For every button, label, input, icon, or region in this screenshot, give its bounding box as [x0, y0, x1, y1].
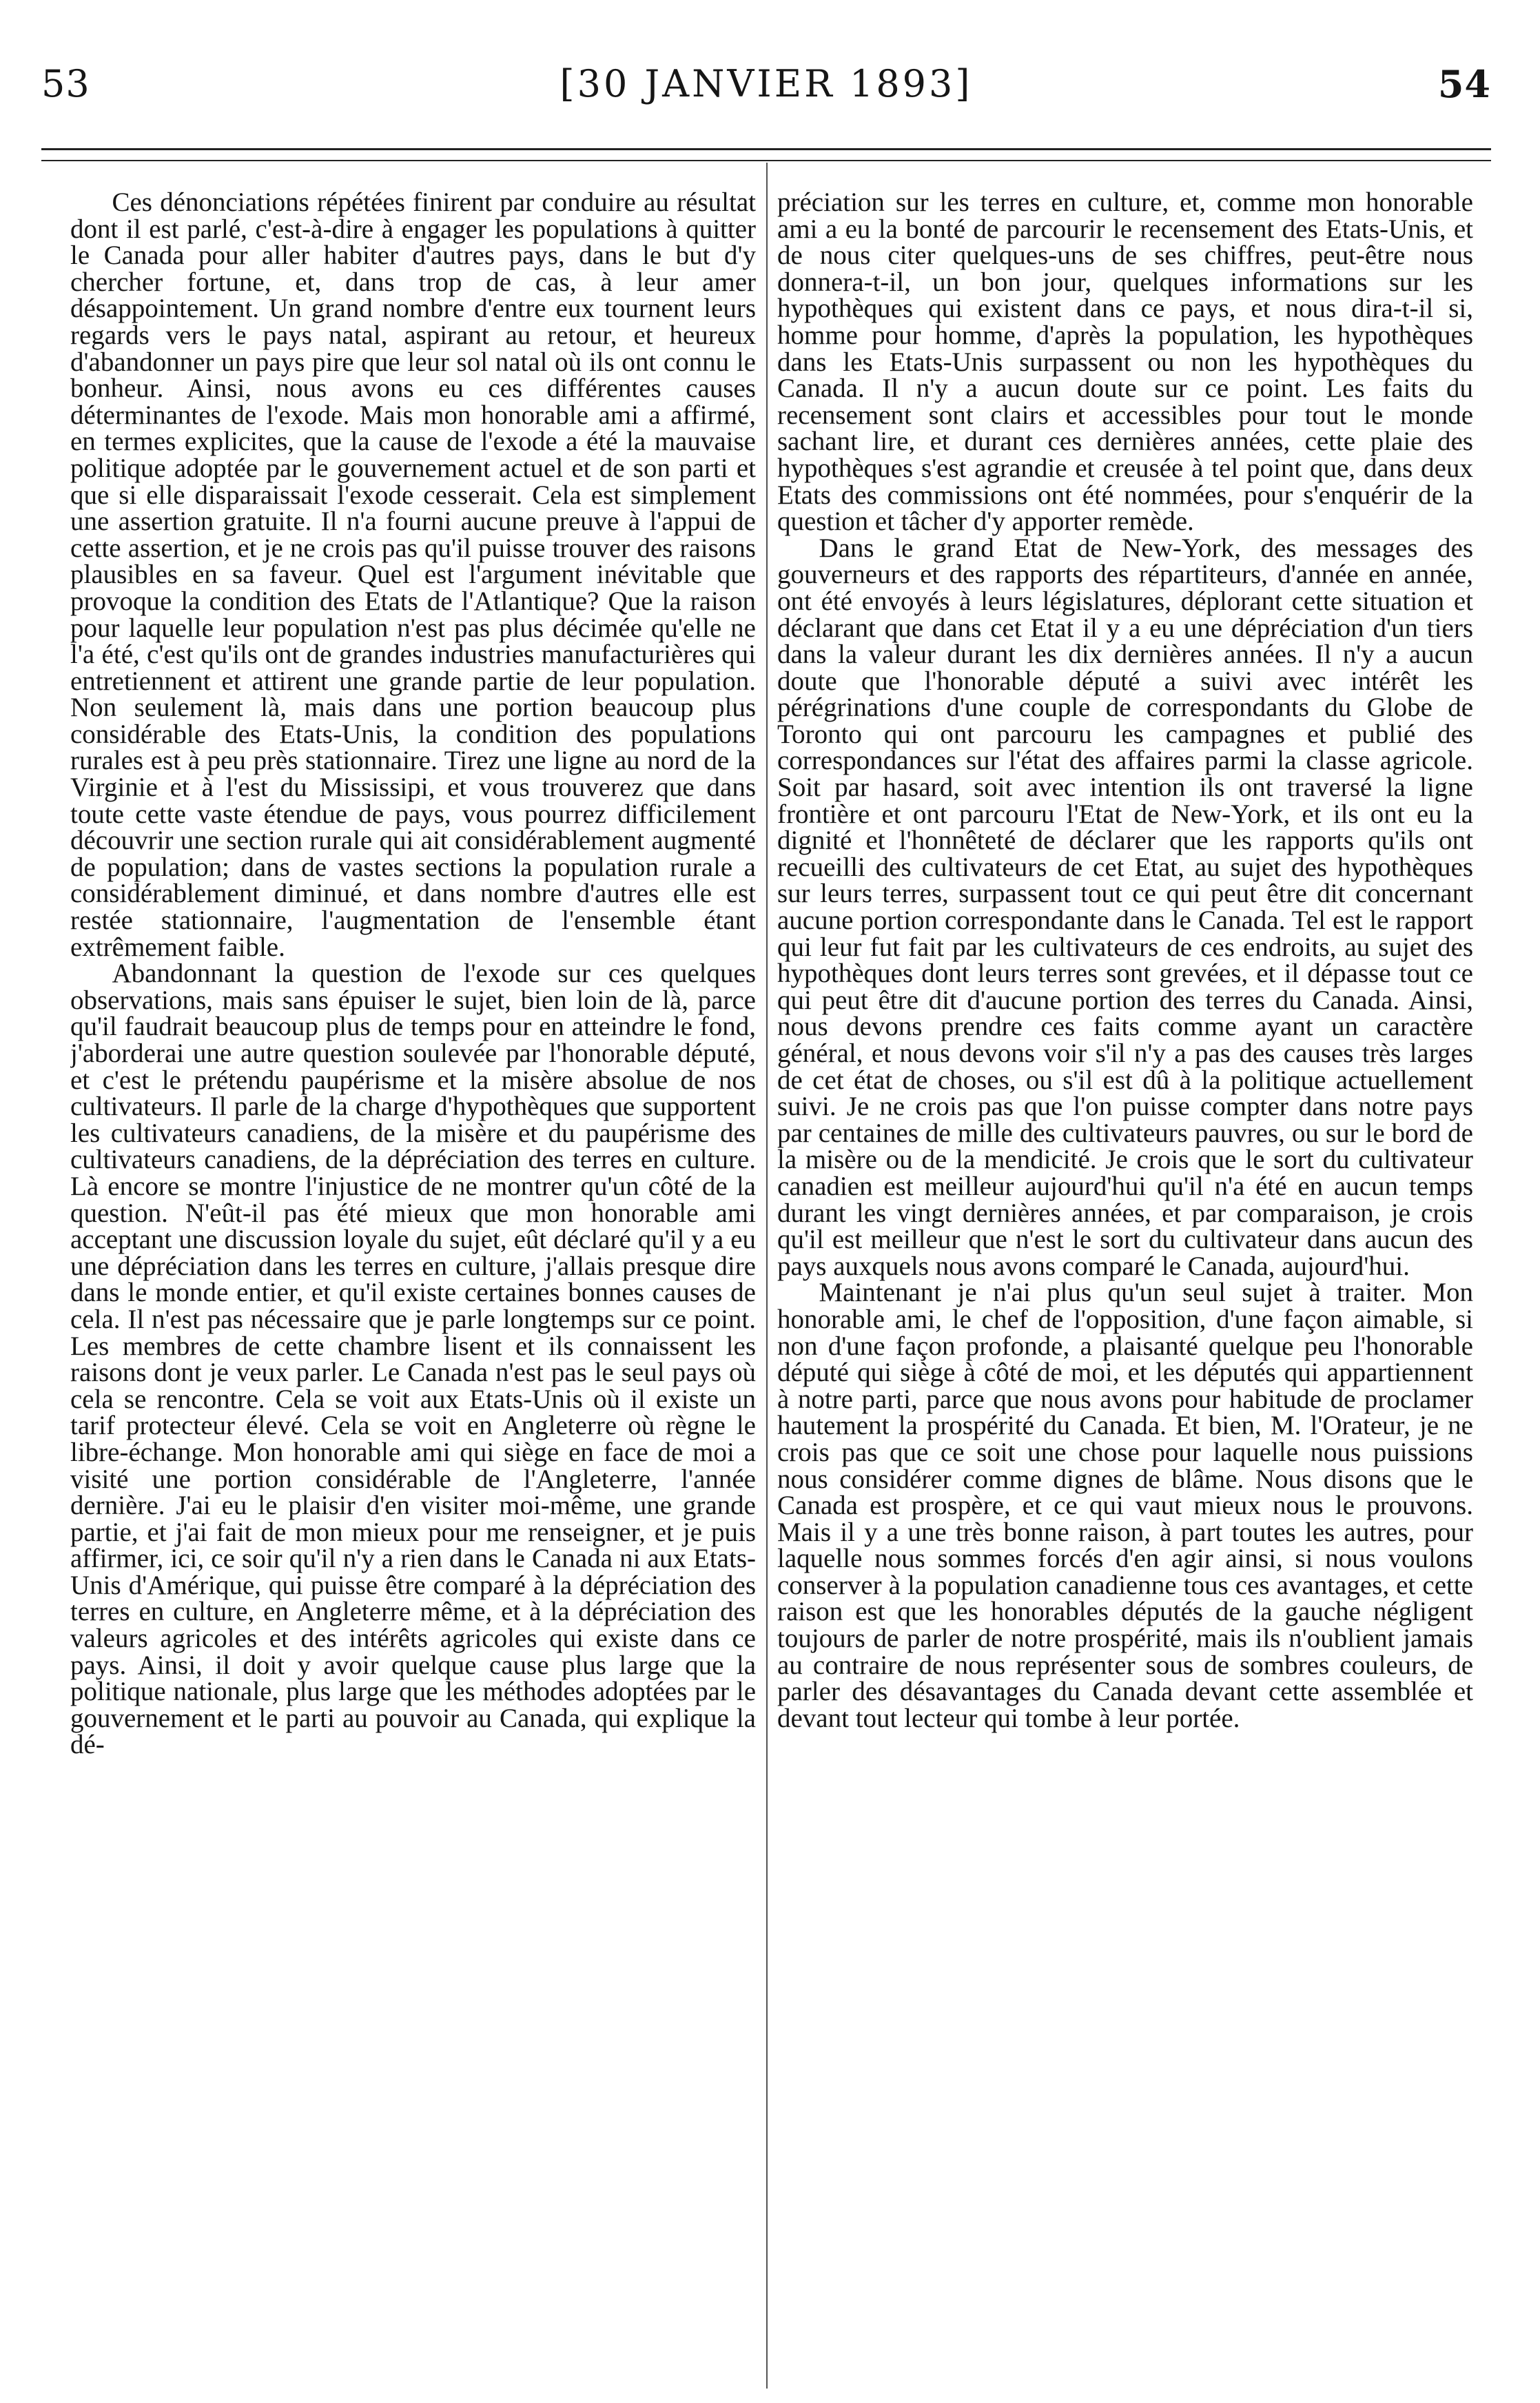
- page-header: [41, 63, 1491, 119]
- header-rule-bottom: [41, 160, 1491, 161]
- column-divider: [766, 163, 768, 2389]
- paragraph: Dans le grand Etat de New-York, des messages des gouverneurs et des rapports des répartiteurs, d'année en année, ont été envoyés à leurs législatures, déplorant cette situation et déclarant que dans cet Etat il y a eu une dépréciation d'un tiers dans la valeur durant les dix dernières années. Il n'y a aucun doute que l'honorable député a suivi avec intérêt les pérégrinations d'une couple de correspondants du Globe de Toronto qui ont parcouru les campagnes et publié des correspondances sur l'état des affaires parmi la classe agricole. Soit par hasard, soit avec intention ils ont traversé la ligne frontière et ont parcouru l'Etat de New-York, et ils ont eu la dignité et l'honnêteté de déclarer que les rapports qu'ils ont recueilli des cultivateurs de cet Etat, au sujet des hypothèques sur leurs terres, surpassent tout ce qui peut être dit concernant aucune portion correspondante dans le Canada. Tel est le rapport qui leur fut fait par les cultivateurs de ces endroits, au sujet des hypothèques dont leurs terres sont grevées, et il dépasse tout ce qui peut être dit d'aucune portion des terres du Canada. Ainsi, nous devons prendre ces faits comme ayant un caractère général, et nous devons voir s'il n'y a pas des causes très larges de cet état de choses, ou s'il est dû à la politique actuellement suivi. Je ne crois pas que l'on puisse compter dans notre pays par centaines de mille des cultivateurs pauvres, ou sur le bord de la misère ou de la mendicité. Je crois que le sort du cultivateur canadien est meilleur aujourd'hui qu'il n'a été en aucun temps durant les vingt dernières années, et par comparaison, je crois qu'il est meilleur que n'est le sort du cultivateur dans aucun des pays auxquels nous avons comparé le Canada, aujourd'hui.: [777, 533, 1473, 1281]
- paragraph: Maintenant je n'ai plus qu'un seul sujet à traiter. Mon honorable ami, le chef de l'opposition, d'une façon aimable, si non d'une façon profonde, a plaisanté quelque peu l'honorable député qui siège à côté de moi, et les députés qui appartiennent à notre parti, parce que nous avons pour habitude de proclamer hautement la prospérité du Canada. Et bien, M. l'Orateur, je ne crois pas que ce soit une chose pour laquelle nous puissions nous considérer comme dignes de blâme. Nous disons que le Canada est prospère, et ce qui vaut mieux nous le prouvons. Mais il y a une très bonne raison, à part toutes les autres, pour laquelle nous sommes forcés d'en agir ainsi, si nous voulons conserver à la population canadienne tous ces avantages, et cette raison est que les honorables députés de la gauche négligent toujours de parler de notre prospérité, mais ils n'oublient jamais au contraire de nous représenter sous de sombres couleurs, de parler des désavantages du Canada devant cette assemblée et devant tout lecteur qui tombe à leur portée.: [777, 1278, 1473, 1733]
- paragraph-continued: préciation sur les terres en culture, et, comme mon honorable ami a eu la bonté de parcourir le recensement des Etats-Unis, et de nous citer quelques-uns de ses chiffres, peut-être nous donnera-t-il, un bon jour, quelques informations sur les hypothèques qui existent dans ce pays, et nous dira-t-il si, homme pour homme, d'après la population, les hypothèques dans les Etats-Unis surpassent ou non les hypothèques du Canada. Il n'y a aucun doute sur ce point. Les faits du recensement sont clairs et accessibles pour tout le monde sachant lire, et durant ces dernières années, cette plaie des hypothèques s'est agrandie et creusée à tel point que, dans deux Etats des commissions ont été nommées, pour s'enquérir de la question et tâcher d'y apporter remède.: [777, 190, 1473, 537]
- right-column: [777, 190, 1473, 2384]
- paragraph: Ces dénonciations répétées finirent par conduire au résultat dont il est parlé, c'est-à-dire à engager les populations à quitter le Canada pour aller habiter d'autres pays, dans le but d'y chercher fortune, et, dans trop de cas, à leur amer désappointement. Un grand nombre d'entre eux tournent leurs regards vers le pays natal, aspirant au retour, et heureux d'abandonner un pays pire que leur sol natal où ils ont connu le bonheur. Ainsi, nous avons eu ces différentes causes déterminantes de l'exode. Mais mon honorable ami a affirmé, en termes explicites, que la cause de l'exode a été la mauvaise politique adoptée par le gouvernement actuel et de son parti et que si elle disparaissait l'exode cesserait. Cela est simplement une assertion gratuite. Il n'a fourni aucune preuve à l'appui de cette assertion, et je ne crois pas qu'il puisse trouver des raisons plausibles en sa faveur. Quel est l'argument inévitable que provoque la condition des Etats de l'Atlantique? Que la raison pour laquelle leur population n'est pas plus décimée qu'elle ne l'a été, c'est qu'ils ont de grandes industries manufacturières qui entretiennent et attirent une grande partie de leur population. Non seulement là, mais dans une portion beaucoup plus considérable des Etats-Unis, la condition des populations rurales est à peu près stationnaire. Tirez une ligne au nord de la Virginie et à l'est du Mississipi, et vous trouverez que dans toute cette vaste étendue de pays, vous pourrez difficilement découvrir une section rurale qui ait considérablement augmenté de population; dans de vastes sections la population rurale a considérablement diminué, et dans nombre d'autres elle est restée stationnaire, l'augmentation de l'ensemble étant extrêmement faible.: [70, 190, 756, 962]
- paragraph: Abandonnant la question de l'exode sur ces quelques observations, mais sans épuiser le sujet, bien loin de là, parce qu'il faudrait beaucoup plus de temps pour en atteindre le fond, j'aborderai une autre question soulevée par l'honorable député, et c'est le prétendu paupérisme et la misère absolue de nos cultivateurs. Il parle de la charge d'hypothèques que supportent les cultivateurs canadiens, de la misère et du paupérisme des cultivateurs canadiens, de la dépréciation des terres en culture. Là encore se montre l'injustice de ne montrer qu'un côté de la question. N'eût-il pas été mieux que mon honorable ami acceptant une discussion loyale du sujet, eût déclaré qu'il y a eu une dépréciation dans les terres en culture, j'allais presque dire dans le monde entier, et qu'il existe certaines bonnes causes de cela. Il n'est pas nécessaire que je parle longtemps sur ce point. Les membres de cette chambre lisent et ils connaissent les raisons dont je veux parler. Le Canada n'est pas le seul pays où cela se rencontre. Cela se voit aux Etats-Unis où il existe un tarif protecteur élevé. Cela se voit en Angleterre où règne le libre-échange. Mon honorable ami qui siège en face de moi a visité une portion considérable de l'Angleterre, l'année dernière. J'ai eu le plaisir d'en visiter moi-même, une grande partie, et j'ai fait de mon mieux pour me renseigner, et je puis affirmer, ici, ce soir qu'il n'y a rien dans le Canada ni aux Etats-Unis d'Amérique, qui puisse être comparé à la dépréciation des terres en culture, en Angleterre même, et à la dépréciation des valeurs agricoles et des intérêts agricoles qui existe dans ce pays. Ainsi, il doit y avoir quelque cause plus large que la politique nationale, plus large que les méthodes adoptées par le gouvernement et le parti au pouvoir au Canada, qui explique la dé-: [70, 959, 756, 1760]
- page-title-date: [30 JANVIER 1893]: [559, 62, 973, 105]
- header-rule-top: [41, 148, 1491, 150]
- right-page-number: 54: [1437, 62, 1491, 106]
- left-page-number: 53: [41, 62, 90, 105]
- left-column: [70, 190, 756, 2384]
